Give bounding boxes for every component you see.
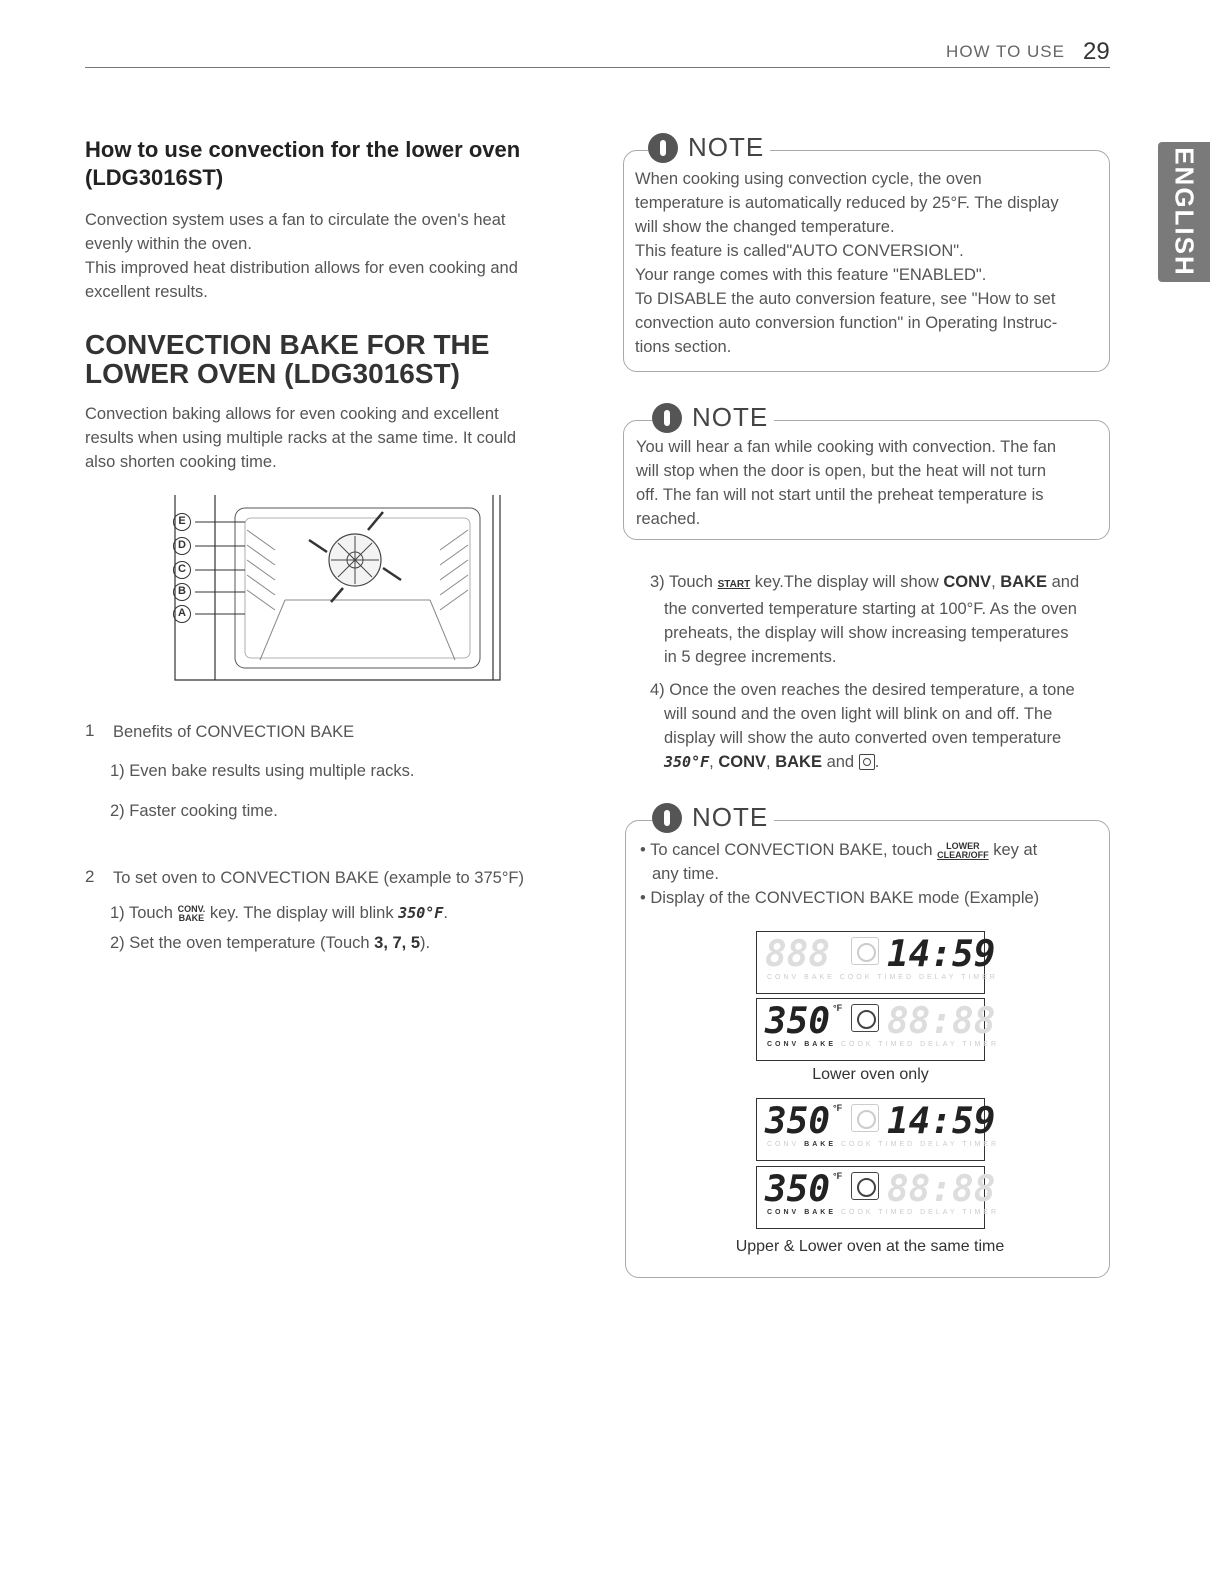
item-number: 2 xyxy=(85,867,95,886)
step-text: 3) Touch xyxy=(650,573,713,591)
display-value: 350°F xyxy=(664,753,710,771)
note-line: reached. xyxy=(636,510,701,528)
start-key: START xyxy=(717,579,751,590)
note-bullet: • Display of the CONVECTION BAKE mode (Example) xyxy=(640,889,1040,907)
display-caption: Lower oven only xyxy=(812,1066,929,1083)
bake-label: BAKE xyxy=(1000,573,1048,591)
fan-icon xyxy=(851,1172,879,1200)
bake-indicator: BAKE xyxy=(804,1141,837,1148)
intro-line: evenly within the oven. xyxy=(85,235,252,253)
upper-oven-display xyxy=(756,1098,1000,1161)
mode-labels: CONV BAKE COOK TIMED DELAY TIMER xyxy=(767,1209,1000,1216)
conv-indicator: CONV xyxy=(767,1209,800,1216)
key-label-bottom: BAKE xyxy=(178,913,205,923)
convection-fan-icon xyxy=(859,754,875,770)
oven-diagram xyxy=(165,490,505,685)
rack-label-d: D xyxy=(173,537,191,555)
step-line: in 5 degree increments. xyxy=(664,648,837,666)
note-line: When cooking using convection cycle, the oven xyxy=(635,170,982,188)
instruction-step xyxy=(650,570,1110,669)
time-digits: 88:88 xyxy=(887,1169,996,1210)
subheading: How to use convection for the lower oven (LDG3016ST) xyxy=(85,137,521,190)
bake-indicator: BAKE xyxy=(804,1209,837,1216)
benefit-point: 2) Faster cooking time. xyxy=(110,802,278,820)
step-text: key.The display will show xyxy=(754,573,939,591)
fan-icon xyxy=(851,1004,879,1032)
rack-label-c: C xyxy=(173,561,191,579)
note-title: NOTE xyxy=(688,132,765,162)
time-digits: 88:88 xyxy=(887,1001,996,1042)
note-body xyxy=(635,167,1105,359)
note-line: This feature is called"AUTO CONVERSION". xyxy=(635,242,964,260)
note-title: NOTE xyxy=(692,402,769,432)
rack-label-b: B xyxy=(173,583,191,601)
exclamation-icon xyxy=(652,403,682,433)
note-text: any time. xyxy=(652,865,719,883)
number-keys: 3, 7, 5 xyxy=(374,934,421,952)
intro-line: Convection system uses a fan to circulate the oven's heat xyxy=(85,211,506,229)
page-number: 29 xyxy=(1083,38,1110,65)
fan-icon xyxy=(851,937,879,965)
language-tab-label: ENGLISH xyxy=(1169,147,1200,277)
display-caption: Upper & Lower oven at the same time xyxy=(735,1238,1005,1255)
step-text: ). xyxy=(420,934,431,952)
benefit-point: 1) Even bake results using multiple racks. xyxy=(110,762,415,780)
conv-indicator: CONV xyxy=(767,1041,800,1048)
step-text: 1) Touch xyxy=(110,904,173,922)
note-text: key at xyxy=(993,841,1038,859)
note-line: off. The fan will not start until the preheat temperature is xyxy=(636,486,1044,504)
intro-paragraph xyxy=(85,208,565,304)
note-header xyxy=(652,802,774,833)
key-label-top: LOWER xyxy=(946,841,980,851)
step-line: 350°F, CONV, BAKE and . xyxy=(664,753,880,771)
key-label-top: CONV. xyxy=(177,904,206,914)
step-text: , xyxy=(709,753,714,771)
section-heading: CONVECTION BAKE FOR THE LOWER OVEN (LDG3016ST) xyxy=(85,329,490,389)
time-digits: 14:59 xyxy=(887,1101,996,1142)
note-line: You will hear a fan while cooking with convection. The fan xyxy=(636,438,1057,456)
note-line: To DISABLE the auto conversion feature, see "How to set xyxy=(635,290,1056,308)
instruction-step: 1) Touch CONV. BAKE key. The display will blink 350°F. xyxy=(110,904,448,923)
display-value: 350°F xyxy=(398,904,444,922)
lower-clear-off-key xyxy=(937,842,989,860)
step-line: 4) Once the oven reaches the desired temperature, a tone xyxy=(650,681,1075,699)
instruction-step xyxy=(650,678,1110,774)
bake-indicator: BAKE xyxy=(804,1041,837,1048)
description-paragraph xyxy=(85,402,565,474)
item-number: 1 xyxy=(85,721,95,740)
step-text: , xyxy=(766,753,771,771)
language-tab xyxy=(1158,142,1210,282)
mode-labels: CONV BAKE COOK TIMED DELAY TIMER xyxy=(767,1141,1000,1148)
step-line xyxy=(650,570,1110,597)
note-body xyxy=(636,435,1106,531)
exclamation-icon xyxy=(648,133,678,163)
step-text: 2) Set the oven temperature (Touch xyxy=(110,934,370,952)
note-title: NOTE xyxy=(692,802,769,832)
conv-label: CONV xyxy=(718,753,767,771)
note-text: • To cancel CONVECTION BAKE, touch xyxy=(640,841,933,859)
note-line: tions section. xyxy=(635,338,732,356)
step-text: and xyxy=(826,753,855,771)
temp-digits: 350 xyxy=(765,1169,831,1210)
desc-line: also shorten cooking time. xyxy=(85,453,277,471)
note-line: will show the changed temperature. xyxy=(635,218,895,236)
desc-line: results when using multiple racks at the same time. It could xyxy=(85,429,517,447)
oven-rack-illustration xyxy=(165,490,505,685)
conv-bake-key xyxy=(178,905,206,923)
note-header xyxy=(648,132,770,163)
instruction-step xyxy=(110,932,430,954)
conv-label: CONV xyxy=(943,573,992,591)
step-text: and xyxy=(1051,573,1080,591)
step-text: , xyxy=(991,573,996,591)
mode-labels: CONV BAKE COOK TIMED DELAY TIMER xyxy=(767,974,998,981)
desc-line: Convection baking allows for even cooking and excellent xyxy=(85,405,499,423)
temp-digits: 350 xyxy=(765,1101,831,1142)
step-text: key. The display will blink xyxy=(209,904,394,922)
header-divider xyxy=(85,67,1110,68)
item-title: Benefits of CONVECTION BAKE xyxy=(113,723,355,741)
fan-icon xyxy=(851,1104,879,1132)
bake-label: BAKE xyxy=(775,753,822,771)
note-line: will stop when the door is open, but the heat will not turn xyxy=(636,462,1046,480)
rack-label-a: A xyxy=(173,605,191,623)
temp-unit: °F xyxy=(833,1171,843,1181)
step-line: the converted temperature starting at 100°F. As the oven xyxy=(664,600,1077,618)
upper-oven-display xyxy=(756,931,998,994)
note-line: convection auto conversion function" in Operating Instruc- xyxy=(635,314,1058,332)
lower-oven-display xyxy=(756,998,1000,1061)
key-label-bottom: CLEAR/OFF xyxy=(937,850,989,860)
time-digits: 14:59 xyxy=(887,934,996,975)
temp-digits: 888 xyxy=(765,934,831,975)
note-header xyxy=(652,402,774,433)
step-line: preheats, the display will show increasing temperatures xyxy=(664,624,1069,642)
item-title: To set oven to CONVECTION BAKE (example to 375°F) xyxy=(113,869,525,887)
intro-line: This improved heat distribution allows for even cooking and xyxy=(85,259,518,277)
intro-line: excellent results. xyxy=(85,283,208,301)
step-line: display will show the auto converted oven temperature xyxy=(664,729,1062,747)
exclamation-icon xyxy=(652,803,682,833)
step-line: will sound and the oven light will blink on and off. The xyxy=(664,705,1053,723)
note-bullet xyxy=(640,838,1105,862)
note-body xyxy=(640,838,1105,910)
rack-label-e: E xyxy=(173,513,191,531)
lower-oven-display xyxy=(756,1166,1000,1229)
temp-digits: 350 xyxy=(765,1001,831,1042)
temp-unit: °F xyxy=(833,1103,843,1113)
mode-labels: CONV BAKE COOK TIMED DELAY TIMER xyxy=(767,1041,1000,1048)
note-line: Your range comes with this feature "ENABLED". xyxy=(635,266,987,284)
section-label: HOW TO USE xyxy=(946,42,1065,61)
note-line: temperature is automatically reduced by 25°F. The display xyxy=(635,194,1059,212)
temp-unit: °F xyxy=(833,1003,843,1013)
